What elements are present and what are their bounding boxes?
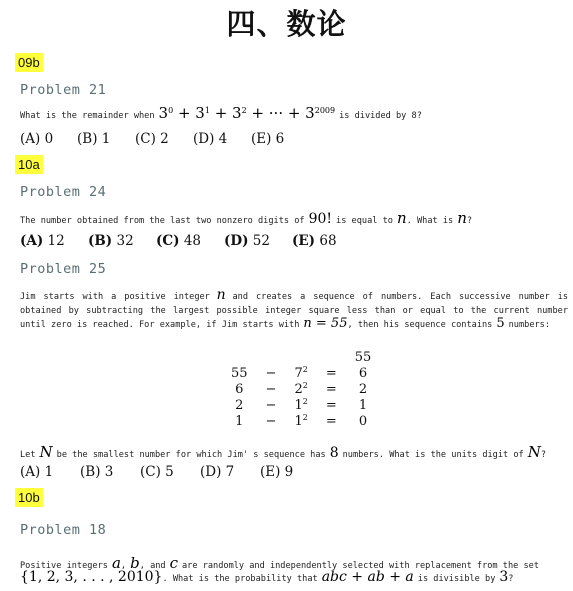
- answer-choices: (A) 0 (B) 1 (C) 2 (D) 4 (E) 6: [20, 131, 285, 147]
- problem-25-question: Let N be the smallest number for which Jim' s sequence has 8 numbers. What is the units digit of N?: [20, 443, 547, 461]
- problem-heading: Problem 18: [20, 522, 107, 538]
- problem-heading: Problem 24: [20, 184, 107, 200]
- section-tag-09b: 09b: [15, 53, 43, 72]
- section-tag-10b: 10b: [15, 488, 43, 507]
- problem-18-text-line2: {1, 2, 3, . . . , 2010}. What is the probability that abc + ab + a is divisible by 3?: [20, 569, 514, 585]
- problem-heading: Problem 21: [20, 82, 107, 98]
- table-row: 55 − $7^2$ = 6: [231, 365, 368, 381]
- answer-choices: (A) 12 (B) 32 (C) 48 (D) 52 (E) 68: [20, 233, 337, 249]
- sequence-table: 55 55 − $7^2$ = 6 6 − $2^2$ = 2 2 − $1^2$ = 1 1 − $1^2$ = 0: [222, 349, 380, 429]
- section-tag-10a: 10a: [15, 155, 43, 174]
- math-expression: $3^0 + 3^1 + 3^2$ + ··· + $3^{2009}$: [158, 104, 336, 122]
- answer-choices: (A) 1 (B) 3 (C) 5 (D) 7 (E) 9: [20, 464, 294, 480]
- problem-25-paragraph: Jim starts with a positive integer n and creates a sequence of numbers. Each successive number is obtained by subtracting the largest possible integer square less than or equal to the current number until zero is reached. For example, if Jim starts with n = 55, then his sequence contains 5 numbers:: [20, 287, 569, 331]
- problem-18-text-line1: Positive integers a, b, and c are randomly and independently selected with replacement from the set: [20, 554, 539, 572]
- problem-24-text: The number obtained from the last two nonzero digits of 90! is equal to n. What is n?: [20, 209, 473, 227]
- problem-21-text: What is the remainder when $3^0 + 3^1 + 3^2$ + ··· + $3^{2009}$ is divided by 8?: [20, 104, 422, 122]
- problem-heading: Problem 25: [20, 261, 107, 277]
- table-row: 2 − $1^2$ = 1: [235, 397, 368, 413]
- table-row: 6 − $2^2$ = 2: [235, 381, 368, 397]
- page-title: 四、数论: [226, 7, 347, 41]
- table-row: 1 − $1^2$ = 0: [235, 413, 368, 429]
